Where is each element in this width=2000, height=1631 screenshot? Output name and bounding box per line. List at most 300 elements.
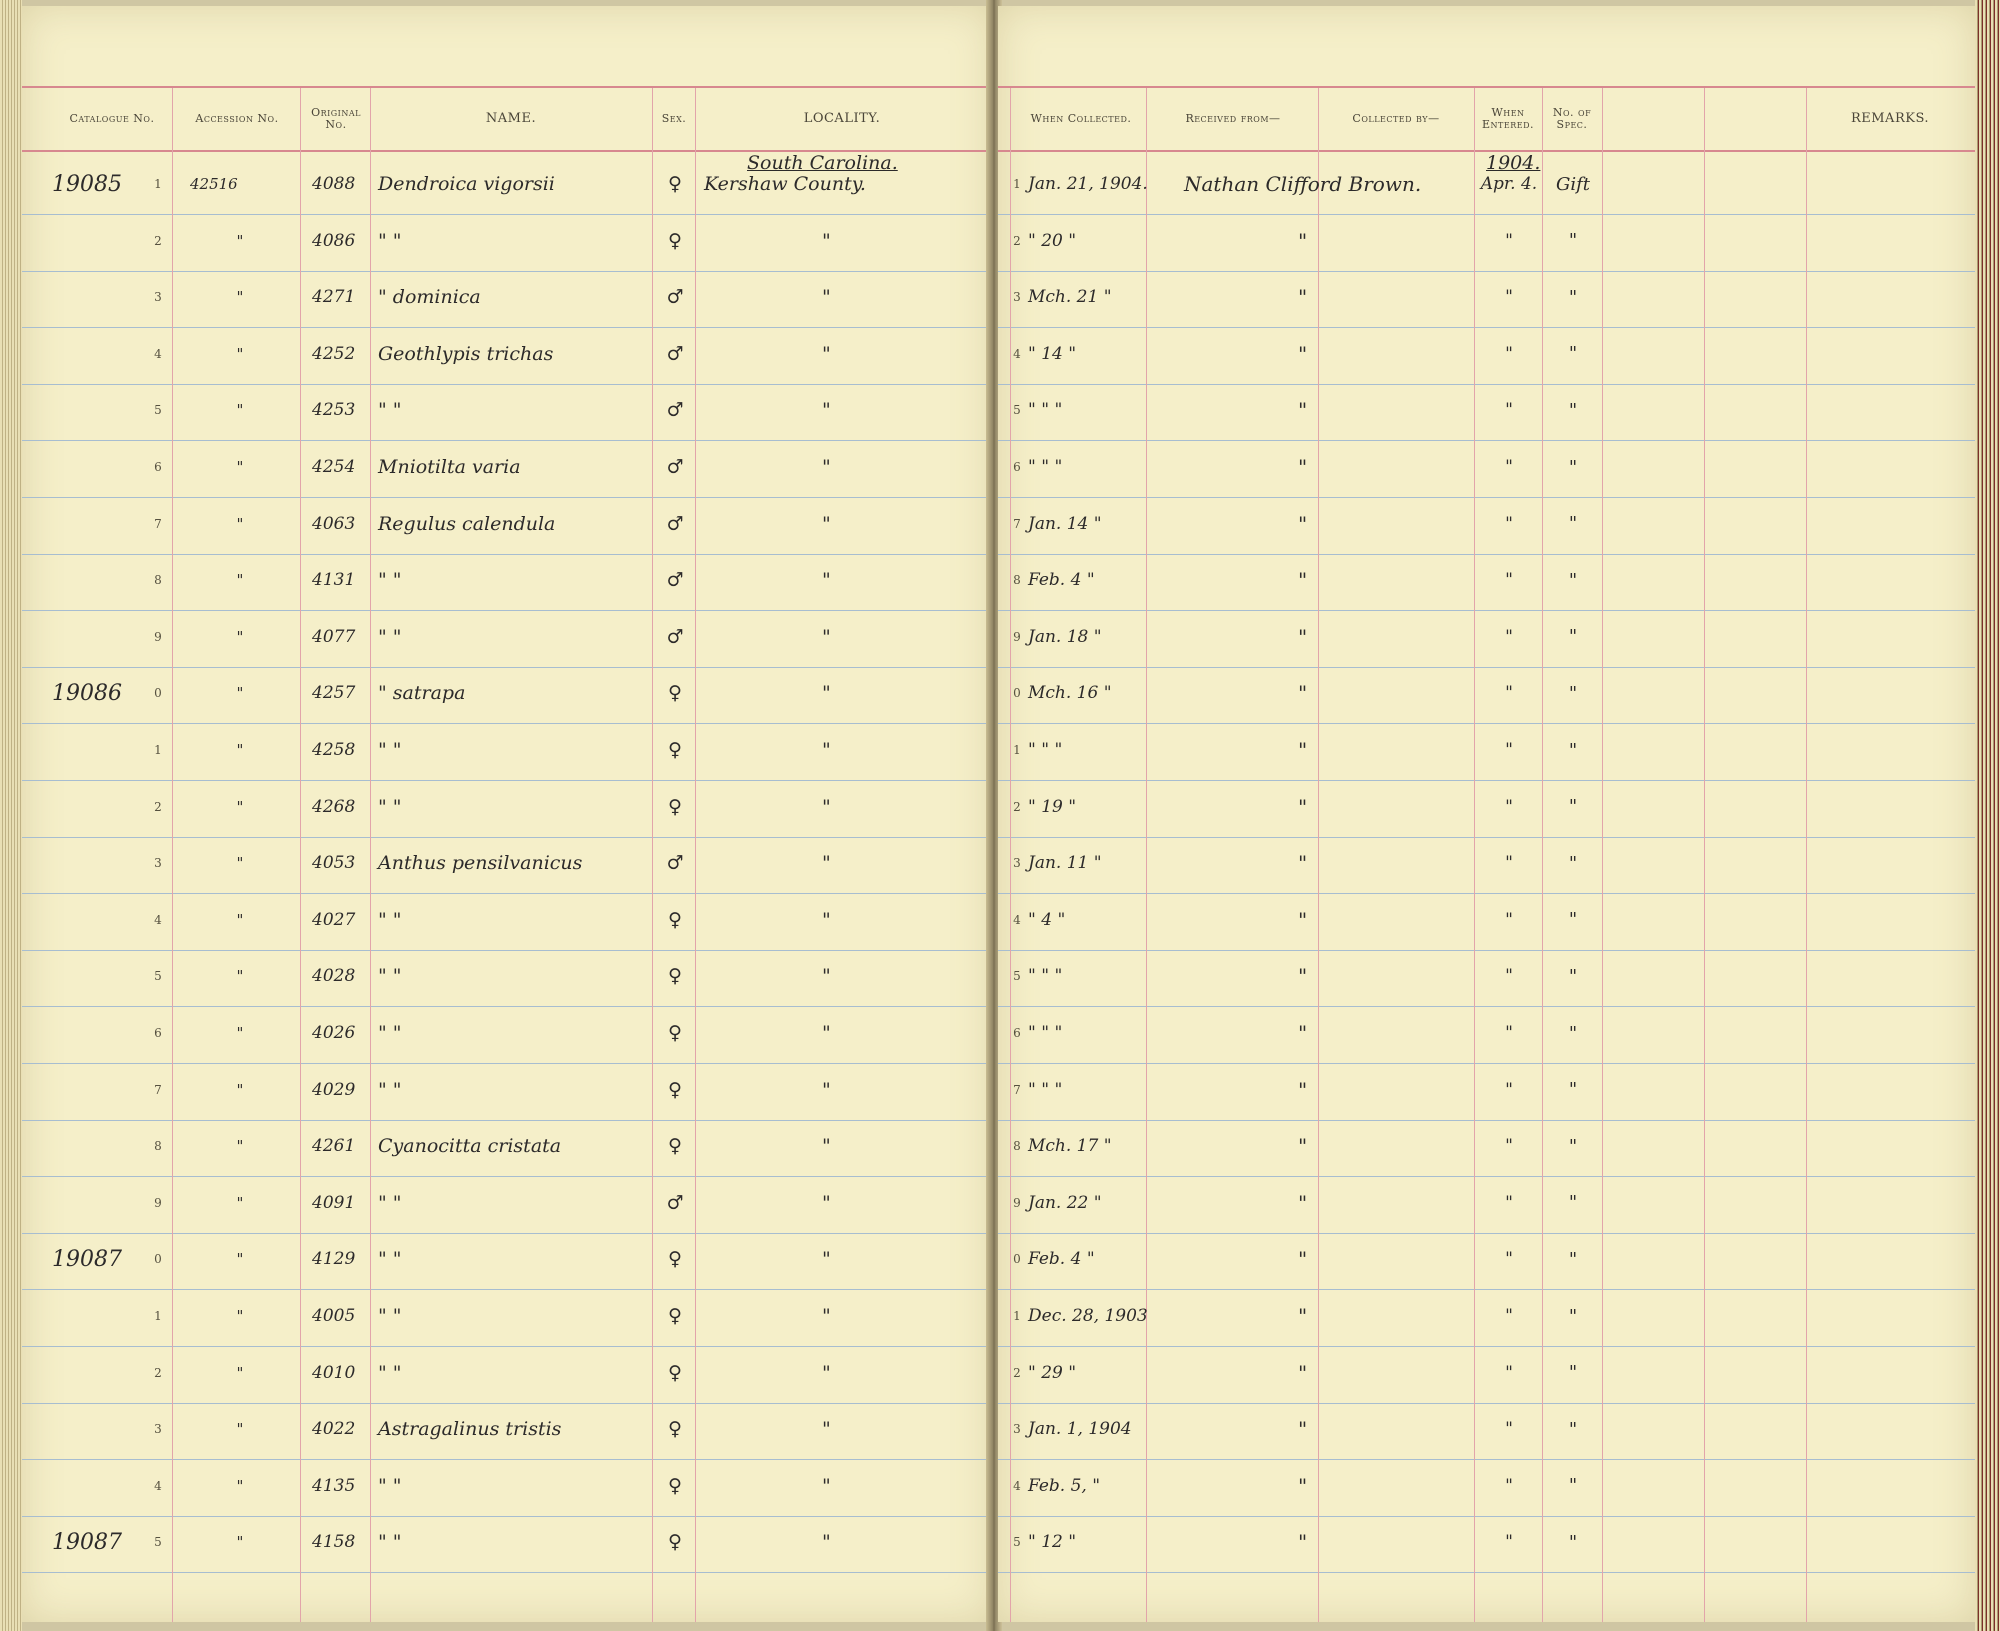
date-collected: Jan. 11 " <box>1028 853 1102 874</box>
row-index: 3 <box>1013 290 1021 305</box>
sex-symbol: ♀ <box>668 1474 682 1497</box>
ledger-row <box>22 1345 992 1401</box>
accession-number: " <box>236 344 244 363</box>
row-index: 3 <box>154 290 162 305</box>
sex-symbol: ♂ <box>666 286 684 309</box>
collected-by <box>1328 609 1468 665</box>
ledger-row <box>998 439 1975 495</box>
original-number: 4010 <box>312 1362 356 1383</box>
original-number: 4261 <box>312 1136 356 1157</box>
locality: " <box>822 342 831 365</box>
row-index: 2 <box>154 1365 162 1380</box>
header-no-of-spec: No. of Spec. <box>1552 106 1592 131</box>
species-name: Dendroica vigorsii <box>378 173 555 195</box>
catalogue-number: 19087 <box>52 1529 122 1555</box>
accession-number: " <box>236 571 244 590</box>
locality: " <box>822 1361 831 1384</box>
page-stack-edge-right <box>1975 0 2000 1631</box>
row-index: 5 <box>154 403 162 418</box>
received-from: " <box>1298 1360 1308 1385</box>
header-rule-top <box>998 86 1975 88</box>
locality: Kershaw County. <box>704 173 866 195</box>
date-entered: " <box>1505 1079 1513 1100</box>
date-entered: " <box>1505 230 1513 251</box>
date-collected: Jan. 18 " <box>1028 626 1102 647</box>
collected-by <box>1328 1458 1468 1514</box>
original-number: 4086 <box>312 230 356 251</box>
sex-symbol: ♀ <box>668 1248 682 1271</box>
ledger-row <box>998 722 1975 778</box>
ledger-row <box>22 722 992 778</box>
original-number: 4257 <box>312 683 356 704</box>
number-of-specimens: " <box>1568 343 1578 365</box>
page-stack-edge-left <box>0 0 22 1631</box>
accession-number: " <box>236 1080 244 1099</box>
sex-symbol: ♂ <box>666 569 684 592</box>
date-collected: Jan. 1, 1904 <box>1028 1419 1132 1440</box>
catalogue-number <box>52 552 152 608</box>
accession-number: " <box>236 458 244 476</box>
ledger-row <box>22 382 992 438</box>
date-collected: " " " <box>1028 1023 1063 1043</box>
row-index: 8 <box>1013 1139 1021 1154</box>
ledger-row <box>22 552 992 608</box>
original-number: 4063 <box>312 513 356 534</box>
ledger-row <box>22 439 992 495</box>
date-entered: " <box>1505 1532 1513 1553</box>
species-name: " " <box>378 569 402 592</box>
row-index: 4 <box>1013 1478 1021 1493</box>
row-index: 8 <box>154 573 162 588</box>
number-of-specimens: " <box>1568 1475 1578 1497</box>
ledger-row <box>998 1062 1975 1118</box>
header-when-collected: When Collected. <box>1030 112 1132 125</box>
date-entered: " <box>1505 1249 1513 1270</box>
collected-by <box>1328 213 1468 269</box>
collected-by <box>1328 382 1468 438</box>
collected-by <box>1328 552 1468 608</box>
row-index: 0 <box>1013 1252 1021 1267</box>
date-entered: " <box>1505 343 1513 364</box>
collected-by <box>1328 439 1468 495</box>
number-of-specimens: " <box>1568 1418 1578 1440</box>
locality: " <box>822 795 831 818</box>
original-number: 4271 <box>312 287 356 308</box>
received-from: " <box>1298 285 1308 310</box>
received-from: " <box>1298 794 1308 819</box>
date-entered: Apr. 4. <box>1480 174 1538 194</box>
species-name: " " <box>378 1248 402 1271</box>
ledger-row <box>998 1514 1975 1570</box>
species-name: " " <box>378 1361 402 1384</box>
catalogue-number <box>52 1401 152 1457</box>
ledger-row <box>998 1231 1975 1287</box>
collected-by <box>1328 892 1468 948</box>
accession-number: " <box>236 288 244 307</box>
received-from: " <box>1298 1134 1308 1159</box>
row-index: 2 <box>1013 799 1021 814</box>
number-of-specimens: " <box>1568 909 1578 931</box>
collected-by <box>1328 835 1468 891</box>
locality: " <box>822 682 831 705</box>
catalogue-number <box>52 382 152 438</box>
original-number: 4027 <box>312 909 356 930</box>
ledger-row <box>998 552 1975 608</box>
number-of-specimens: " <box>1568 1531 1578 1553</box>
species-name: " " <box>378 229 402 252</box>
sex-symbol: ♀ <box>668 1361 682 1384</box>
species-name: " " <box>378 1191 402 1214</box>
received-from: " <box>1298 907 1308 932</box>
ledger-row <box>998 156 1975 212</box>
catalogue-number <box>52 439 152 495</box>
received-from: " <box>1298 455 1308 479</box>
sex-symbol: ♂ <box>666 342 684 365</box>
row-index: 5 <box>154 1535 162 1550</box>
row-index: 3 <box>154 856 162 871</box>
header-catalogue-no: Catalogue No. <box>69 112 155 125</box>
received-from: " <box>1298 1304 1308 1328</box>
sex-symbol: ♀ <box>668 1078 682 1101</box>
ledger-row <box>998 1118 1975 1174</box>
sex-symbol: ♂ <box>666 512 684 535</box>
date-collected: " 20 " <box>1028 230 1077 251</box>
row-index: 2 <box>154 799 162 814</box>
received-from: " <box>1298 964 1308 989</box>
species-name: " " <box>378 739 402 761</box>
header-accession-no: Accession No. <box>195 112 279 125</box>
species-name: Geothlypis trichas <box>378 342 554 365</box>
ledger-row <box>998 609 1975 665</box>
row-index: 7 <box>1013 516 1021 531</box>
species-name: " " <box>378 1531 402 1554</box>
date-entered: " <box>1505 796 1513 817</box>
date-entered: " <box>1505 513 1513 534</box>
row-index: 6 <box>1013 1026 1021 1040</box>
original-number: 4253 <box>312 400 356 421</box>
row-index: 8 <box>1013 573 1021 588</box>
date-collected: " " " <box>1028 400 1063 421</box>
row-index: 1 <box>1013 177 1021 191</box>
accession-number: " <box>236 741 244 759</box>
sex-symbol: ♂ <box>666 1191 684 1214</box>
row-index: 9 <box>154 629 162 644</box>
collected-by <box>1328 156 1468 212</box>
date-collected: " " " <box>1028 740 1063 760</box>
ledger-row <box>998 1458 1975 1514</box>
row-index: 6 <box>154 460 162 474</box>
locality: " <box>822 739 831 761</box>
date-entered: " <box>1505 457 1513 477</box>
original-number: 4129 <box>312 1249 356 1270</box>
received-from: " <box>1298 624 1308 649</box>
row-index: 9 <box>154 1195 162 1210</box>
ledger-row <box>22 326 992 382</box>
catalogue-number <box>52 213 152 269</box>
accession-number: " <box>236 1137 244 1156</box>
collected-by <box>1328 1401 1468 1457</box>
ledger-row <box>998 213 1975 269</box>
species-name: Astragalinus tristis <box>378 1418 562 1441</box>
ledger-row <box>22 269 992 325</box>
date-collected: Mch. 21 " <box>1028 287 1112 308</box>
catalogue-number <box>52 1118 152 1174</box>
original-number: 4029 <box>312 1079 356 1100</box>
species-name: " " <box>378 399 402 422</box>
date-entered: " <box>1505 570 1513 591</box>
header-name: NAME. <box>485 111 537 126</box>
locality: " <box>822 229 831 252</box>
date-entered: " <box>1505 400 1513 421</box>
original-number: 4005 <box>312 1306 356 1326</box>
row-index: 5 <box>1013 969 1021 984</box>
received-from: " <box>1298 1473 1308 1498</box>
date-entered: " <box>1505 287 1513 308</box>
ledger-row <box>22 835 992 891</box>
number-of-specimens: " <box>1568 965 1578 987</box>
accession-number: " <box>236 684 244 703</box>
ledger-row <box>998 1005 1975 1061</box>
date-collected: " 14 " <box>1028 343 1077 364</box>
ledger-row <box>998 1401 1975 1457</box>
date-entered: " <box>1505 1023 1513 1043</box>
species-name: " " <box>378 1078 402 1101</box>
ledger-row <box>22 1118 992 1174</box>
received-from: " <box>1298 1530 1308 1555</box>
number-of-specimens: " <box>1568 739 1578 761</box>
header-sex: Sex. <box>661 112 687 125</box>
row-index: 4 <box>154 346 162 361</box>
original-number: 4026 <box>312 1023 356 1043</box>
row-index: 3 <box>1013 1422 1021 1437</box>
sex-symbol: ♀ <box>668 739 682 761</box>
locality: " <box>822 569 831 592</box>
received-from: " <box>1298 398 1308 423</box>
accession-number: " <box>236 1024 244 1042</box>
collected-by <box>1328 665 1468 721</box>
number-of-specimens: " <box>1568 456 1578 478</box>
sex-symbol: ♀ <box>668 682 682 705</box>
number-of-specimens: " <box>1568 513 1578 535</box>
date-entered: " <box>1505 626 1513 647</box>
row-index: 2 <box>1013 233 1021 248</box>
species-name: Mniotilta varia <box>378 456 521 478</box>
accession-number: " <box>236 1533 244 1552</box>
locality: " <box>822 399 831 422</box>
ledger-row <box>22 1062 992 1118</box>
received-from: " <box>1298 1247 1308 1272</box>
number-of-specimens: " <box>1568 286 1578 308</box>
row-index: 2 <box>154 233 162 248</box>
accession-number: " <box>236 910 244 929</box>
number-of-specimens: " <box>1568 1248 1578 1270</box>
row-index: 7 <box>154 516 162 531</box>
header-received-from: Received from— <box>1185 112 1281 125</box>
sex-symbol: ♂ <box>666 852 684 875</box>
sex-symbol: ♀ <box>668 173 682 195</box>
ledger-row <box>998 779 1975 835</box>
accession-number: " <box>236 854 244 873</box>
sex-symbol: ♂ <box>666 625 684 648</box>
row-index: 0 <box>154 686 162 701</box>
species-name: " " <box>378 1022 402 1044</box>
row-index: 1 <box>1013 1309 1021 1323</box>
catalogue-number <box>52 892 152 948</box>
number-of-specimens: Gift <box>1555 173 1591 195</box>
sex-symbol: ♂ <box>666 456 684 478</box>
number-of-specimens: " <box>1568 1022 1578 1044</box>
date-entered: " <box>1505 1192 1513 1213</box>
species-name: " " <box>378 965 402 988</box>
row-index: 8 <box>154 1139 162 1154</box>
row-ruling <box>22 1572 992 1573</box>
catalogue-number <box>52 1175 152 1231</box>
accession-number: " <box>236 1420 244 1439</box>
date-collected: Mch. 16 " <box>1028 683 1112 704</box>
ledger-row <box>22 496 992 552</box>
species-name: " " <box>378 625 402 648</box>
original-number: 4053 <box>312 853 356 874</box>
row-index: 4 <box>1013 346 1021 361</box>
number-of-specimens: " <box>1568 399 1578 421</box>
catalogue-number <box>52 609 152 665</box>
row-index: 3 <box>1013 856 1021 871</box>
locality: " <box>822 852 831 875</box>
original-number: 4158 <box>312 1532 356 1553</box>
row-index: 4 <box>154 912 162 927</box>
date-entered: " <box>1505 966 1513 987</box>
accession-number: " <box>236 1307 244 1325</box>
catalogue-number: 19087 <box>52 1246 122 1272</box>
sex-symbol: ♀ <box>668 1418 682 1441</box>
original-number: 4254 <box>312 457 356 477</box>
catalogue-number <box>52 496 152 552</box>
sex-symbol: ♀ <box>668 908 682 931</box>
row-ruling <box>998 1572 1975 1573</box>
received-from: " <box>1298 568 1308 593</box>
accession-number: " <box>236 514 244 533</box>
collected-by <box>1328 1288 1468 1344</box>
number-of-specimens: " <box>1568 682 1578 704</box>
locality: " <box>822 1531 831 1554</box>
date-collected: " 4 " <box>1028 909 1066 930</box>
sex-symbol: ♀ <box>668 1135 682 1158</box>
date-entered: " <box>1505 1306 1513 1326</box>
species-name: Anthus pensilvanicus <box>378 852 583 875</box>
accession-number: " <box>236 797 244 816</box>
sex-symbol: ♀ <box>668 965 682 988</box>
locality: " <box>822 1191 831 1214</box>
received-from: " <box>1298 228 1308 253</box>
ledger-row <box>22 665 992 721</box>
collected-by <box>1328 1062 1468 1118</box>
ledger-row <box>22 892 992 948</box>
ledger-row <box>22 1458 992 1514</box>
accession-number: " <box>236 1250 244 1269</box>
catalogue-number <box>52 835 152 891</box>
catalogue-number <box>52 779 152 835</box>
sex-symbol: ♀ <box>668 795 682 818</box>
species-name: " " <box>378 908 402 931</box>
collected-by <box>1328 1514 1468 1570</box>
accession-number: " <box>236 1363 244 1382</box>
date-collected: " " " <box>1028 1079 1063 1100</box>
received-from: " <box>1298 738 1308 762</box>
original-number: 4088 <box>312 174 356 194</box>
date-entered: " <box>1505 683 1513 704</box>
ledger-left-page <box>22 6 992 1622</box>
date-entered: " <box>1505 1419 1513 1440</box>
number-of-specimens: " <box>1568 1135 1578 1157</box>
ledger-row <box>998 665 1975 721</box>
collected-by <box>1328 1345 1468 1401</box>
number-of-specimens: " <box>1568 1079 1578 1101</box>
ledger-row <box>998 948 1975 1004</box>
original-number: 4252 <box>312 343 356 364</box>
species-name: Cyanocitta cristata <box>378 1135 562 1158</box>
original-number: 4022 <box>312 1419 356 1440</box>
row-index: 7 <box>154 1082 162 1097</box>
received-from: " <box>1298 1077 1308 1102</box>
date-collected: Jan. 21, 1904. <box>1028 174 1148 194</box>
ledger-row <box>22 948 992 1004</box>
row-index: 2 <box>1013 1365 1021 1380</box>
received-from: Nathan Clifford Brown. <box>1184 172 1422 196</box>
sex-symbol: ♀ <box>668 229 682 252</box>
locality: " <box>822 1418 831 1441</box>
accession-number: " <box>236 401 244 420</box>
species-name: " satrapa <box>378 682 466 705</box>
ledger-row <box>22 1005 992 1061</box>
accession-number: " <box>236 231 244 250</box>
locality: " <box>822 512 831 535</box>
collected-by <box>1328 326 1468 382</box>
row-index: 5 <box>154 969 162 984</box>
ledger-row <box>22 1288 992 1344</box>
date-collected: Feb. 4 " <box>1028 1249 1095 1270</box>
locality: " <box>822 286 831 309</box>
header-rule-top <box>22 86 992 88</box>
date-collected: " 12 " <box>1028 1532 1077 1553</box>
date-collected: " " " <box>1028 457 1063 477</box>
locality: " <box>822 908 831 931</box>
accession-number: " <box>236 967 244 986</box>
received-from: " <box>1298 851 1308 876</box>
ledger-row <box>998 892 1975 948</box>
accession-number: " <box>236 1476 244 1495</box>
locality: " <box>822 1135 831 1158</box>
ledger-row <box>22 1401 992 1457</box>
row-index: 4 <box>154 1478 162 1493</box>
catalogue-number <box>52 326 152 382</box>
species-name: " dominica <box>378 286 481 309</box>
locality-heading: South Carolina. <box>747 152 898 174</box>
accession-number: " <box>236 1193 244 1212</box>
catalogue-number <box>52 722 152 778</box>
header-remarks: REMARKS. <box>1850 111 1930 126</box>
date-collected: Dec. 28, 1903 <box>1028 1306 1148 1326</box>
ledger-row <box>998 1288 1975 1344</box>
date-entered: " <box>1505 909 1513 930</box>
sex-symbol: ♀ <box>668 1531 682 1554</box>
row-index: 5 <box>1013 403 1021 418</box>
ledger-row <box>22 1514 992 1570</box>
ledger-row <box>22 213 992 269</box>
received-from: " <box>1298 1190 1308 1215</box>
sex-symbol: ♀ <box>668 1022 682 1044</box>
row-index: 6 <box>154 1026 162 1040</box>
catalogue-number: 19086 <box>52 680 122 706</box>
